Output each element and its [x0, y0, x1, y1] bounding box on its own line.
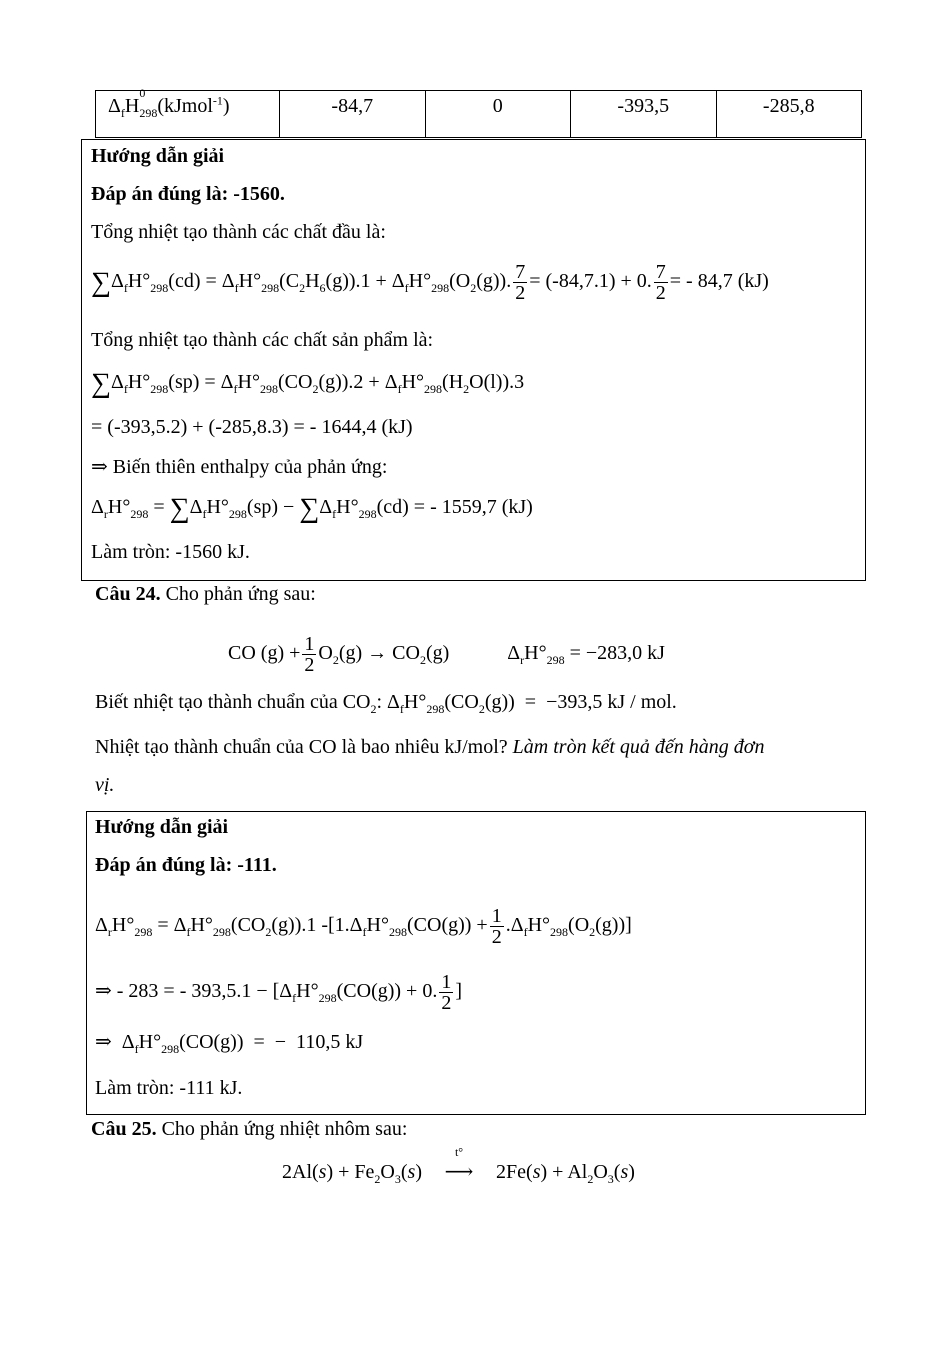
text-line: Tổng nhiệt tạo thành các chất đầu là: [91, 221, 386, 243]
question-ask: Nhiệt tạo thành chuẩn của CO là bao nhiêu kJ/mol? Làm tròn kết quả đến hàng đơn [95, 736, 765, 758]
table-cell: 0 [425, 91, 571, 138]
table-cell: -84,7 [280, 91, 426, 138]
solution-answer: Đáp án đúng là: -1560. [91, 183, 285, 205]
question-24: Câu 24. Cho phản ứng sau: [95, 583, 316, 605]
equation-6: ⇒ - 283 = - $393,5.1 - [\Delta_fH^\circ_{298}(CO(g)) + 0$. $\frac{1}{2}$ ] [95, 971, 462, 1014]
solution-answer: Đáp án đúng là: -111. [95, 854, 277, 876]
rounding-line: Làm tròn: -1560 kJ. [91, 541, 250, 563]
table-row [96, 91, 862, 138]
enthalpy-table [95, 86, 862, 138]
equation-4: $\Delta_rH^\circ_{298} = \sum\Delta_fH^\circ_{298}(sp) - \sum\Delta_fH^\circ_{298}(cd)$ = - 1559,7 (kJ) [91, 493, 533, 524]
equation-3: = (-393,5.2) + (-285,8.3) = - 1644,4 (kJ) [91, 416, 413, 438]
table-cell: -285,8 [716, 91, 862, 138]
reaction-25: $2Al(s) + Fe_2O_3(s)$ t° ⟶ $2Fe(s) + Al_2O_3(s)$ [282, 1145, 635, 1186]
solution-heading: Hướng dẫn giải [95, 816, 229, 838]
equation-5: $\Delta_rH^\circ_{298} = \Delta_fH^\circ_{298}(CO_2(g)).1$ $-[1.\Delta_fH^\circ_{298}(CO(g))$ + $\frac{1}{2}$ $.\Delta_fH^\circ_{298}(O_2(g))$] [95, 905, 632, 948]
rounding-line: Làm tròn: -111 kJ. [95, 1077, 243, 1099]
text-line: ⇒ Biến thiên enthalpy của phản ứng: [91, 456, 388, 478]
question-ask-cont: vị. [95, 774, 115, 796]
known-data: Biết nhiệt tạo thành chuẩn của $CO_2$: $\Delta_fH^\circ_{298}(CO_2(g)) = -393,5$ kJ / mol. [95, 691, 677, 716]
equation-2: $\sum\Delta_fH^\circ_{298}(sp) = \Delta_fH^\circ_{298}(CO_2(g)).2 + \Delta_fH^\circ_{298}(H_2O(l)).3$ [91, 368, 525, 399]
question-25: Câu 25. Cho phản ứng nhiệt nhôm sau: [91, 1118, 408, 1140]
solution-heading: Hướng dẫn giải [91, 145, 225, 167]
equation-1: $\sum\Delta_fH^\circ_{298}(cd) = \Delta_fH^\circ_{298}(C_2H_6(g)).1 + \Delta_fH^\circ_{298}(O_2(g))$. $\frac{7}{2}$ = (-84,7.1) + 0. $\frac{7}{2}$ = - 84,7 (kJ) [91, 261, 769, 304]
table-cell: -393,5 [571, 91, 717, 138]
equation-7: ⇒ $\Delta_fH^\circ_{298}(CO(g))$ = − 110,5 kJ [95, 1031, 364, 1056]
text-line: Tổng nhiệt tạo thành các chất sản phẩm là: [91, 329, 434, 351]
reaction-24: CO (g) + $\frac{1}{2}$ $O_2(g) \to CO_2(g) \Delta_rH^\circ_{298} = -283,0$ kJ [228, 633, 665, 676]
table-row-label: $\Delta_fH$ 0 $_{298}$(kJmol$^{-1}$) [96, 91, 280, 138]
